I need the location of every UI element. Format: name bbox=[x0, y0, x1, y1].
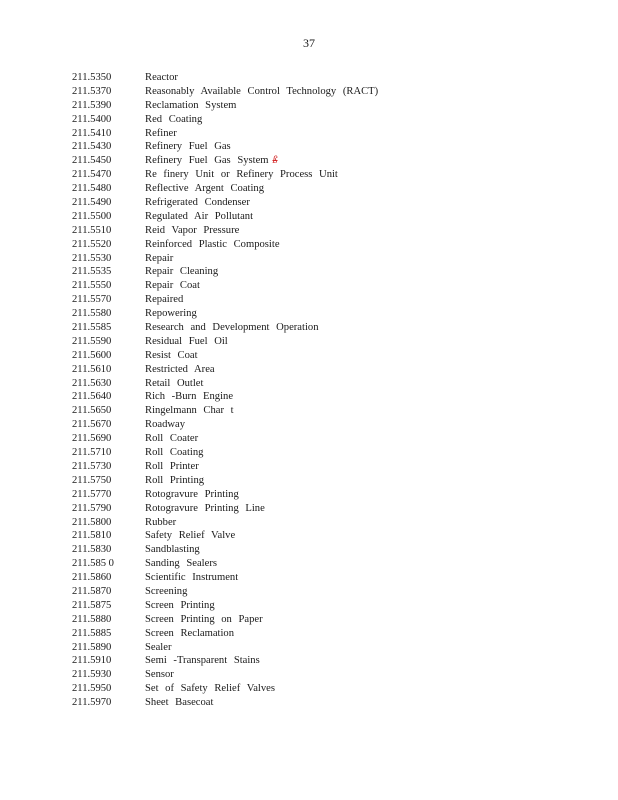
section-number: 211.5930 bbox=[72, 669, 112, 681]
list-item bbox=[72, 516, 572, 530]
list-item bbox=[72, 543, 572, 557]
list-item bbox=[72, 363, 572, 377]
defined-term-text: Restricted Area bbox=[145, 363, 215, 375]
defined-term-text: Repaired bbox=[145, 294, 184, 306]
defined-term-text: Reflective Argent Coating bbox=[145, 183, 265, 195]
list-item bbox=[72, 446, 572, 460]
section-number: 211.5390 bbox=[72, 99, 112, 111]
defined-term bbox=[145, 363, 215, 377]
section-number: 211.5370 bbox=[72, 85, 112, 97]
defined-term-text: Reactor bbox=[145, 72, 178, 83]
edit-mark: ß bbox=[272, 155, 278, 167]
defined-term bbox=[145, 474, 204, 488]
list-item bbox=[72, 349, 572, 363]
section-number: 211.5830 bbox=[72, 544, 112, 556]
section-number: 211.5630 bbox=[72, 377, 112, 389]
list-item bbox=[72, 335, 572, 349]
section-number: 211.5535 bbox=[72, 266, 112, 278]
section-number: 211.5770 bbox=[72, 488, 112, 500]
defined-term-text: Sealer bbox=[145, 641, 172, 653]
list-item bbox=[72, 140, 572, 154]
section-number: 211.5670 bbox=[72, 419, 112, 431]
section-number: 211.5800 bbox=[72, 516, 112, 528]
list-item bbox=[72, 585, 572, 599]
defined-term-text: Repowering bbox=[145, 308, 197, 320]
section-number: 211.5600 bbox=[72, 349, 112, 361]
defined-term-text: Refinery Fuel Gas System bbox=[145, 155, 269, 167]
section-number: 211.5710 bbox=[72, 447, 112, 459]
defined-term bbox=[145, 168, 338, 182]
section-number: 211.5470 bbox=[72, 169, 112, 181]
defined-term bbox=[145, 307, 197, 321]
section-number: 211.5880 bbox=[72, 613, 112, 625]
list-item bbox=[72, 641, 572, 655]
list-item bbox=[72, 154, 572, 168]
defined-term-text: Research and Development Operation bbox=[145, 322, 319, 334]
defined-term bbox=[145, 293, 183, 307]
list-item bbox=[72, 293, 572, 307]
list-item bbox=[72, 279, 572, 293]
defined-term-text: Reinforced Plastic Composite bbox=[145, 238, 280, 250]
defined-term-text: Repair bbox=[145, 252, 174, 264]
defined-term bbox=[145, 654, 260, 668]
section-number: 211.5550 bbox=[72, 280, 112, 292]
section-number: 211.5910 bbox=[72, 655, 112, 667]
defined-term bbox=[145, 502, 265, 516]
defined-term bbox=[145, 668, 174, 682]
defined-term-text: Semi -Transparent Stains bbox=[145, 655, 260, 667]
defined-term-text: Set of Safety Relief Valves bbox=[145, 683, 275, 695]
list-item bbox=[72, 390, 572, 404]
defined-term bbox=[145, 321, 319, 335]
defined-term bbox=[145, 404, 234, 418]
section-number: 211.5585 bbox=[72, 322, 112, 334]
section-number: 211.5400 bbox=[72, 113, 112, 125]
list-item bbox=[72, 224, 572, 238]
defined-term bbox=[145, 613, 263, 627]
section-number: 211.5610 bbox=[72, 363, 112, 375]
section-number: 211.5650 bbox=[72, 405, 112, 417]
list-item bbox=[72, 529, 572, 543]
defined-term bbox=[145, 460, 199, 474]
defined-term bbox=[145, 682, 275, 696]
defined-term bbox=[145, 279, 200, 293]
list-item bbox=[72, 252, 572, 266]
section-number: 211.5500 bbox=[72, 210, 112, 222]
defined-term-text: Safety Relief Valve bbox=[145, 530, 236, 542]
defined-term bbox=[145, 252, 173, 266]
defined-term-text: Re finery Unit or Refinery Process Unit bbox=[145, 169, 338, 181]
defined-term bbox=[145, 71, 178, 85]
defined-term-text: Screen Printing on Paper bbox=[145, 613, 263, 625]
defined-term bbox=[145, 529, 235, 543]
defined-term bbox=[145, 516, 176, 530]
defined-term-text: Sensor bbox=[145, 669, 174, 681]
list-item bbox=[72, 613, 572, 627]
defined-term-text: Repair Coat bbox=[145, 280, 200, 292]
defined-term bbox=[145, 641, 171, 655]
defined-term bbox=[145, 196, 250, 210]
defined-term-text: Roll Printing bbox=[145, 474, 205, 486]
list-item bbox=[72, 502, 572, 516]
defined-term-text: Roll Coater bbox=[145, 433, 199, 445]
defined-term-text: Reasonably Available Control Technology (RACT) bbox=[145, 85, 379, 97]
defined-term-text: Scientific Instrument bbox=[145, 572, 239, 584]
defined-term-text: Ringelmann Char t bbox=[145, 405, 234, 417]
section-number: 211.5590 bbox=[72, 335, 112, 347]
defined-term-text: Roll Coating bbox=[145, 447, 204, 459]
list-item bbox=[72, 682, 572, 696]
list-item bbox=[72, 265, 572, 279]
defined-term-text: Refiner bbox=[145, 127, 177, 139]
list-item bbox=[72, 460, 572, 474]
list-item bbox=[72, 113, 572, 127]
defined-term bbox=[145, 127, 177, 141]
list-item bbox=[72, 404, 572, 418]
section-number: 211.5530 bbox=[72, 252, 112, 264]
section-number: 211.5480 bbox=[72, 183, 112, 195]
list-item bbox=[72, 418, 572, 432]
defined-term-text: Sanding Sealers bbox=[145, 558, 217, 570]
list-item bbox=[72, 321, 572, 335]
defined-term bbox=[145, 599, 215, 613]
defined-term bbox=[145, 113, 202, 127]
list-item bbox=[72, 196, 572, 210]
defined-term bbox=[145, 390, 233, 404]
defined-term bbox=[145, 224, 239, 238]
list-item bbox=[72, 557, 572, 571]
list-item bbox=[72, 432, 572, 446]
defined-term bbox=[145, 627, 234, 641]
list-item bbox=[72, 654, 572, 668]
defined-term-text: Reid Vapor Pressure bbox=[145, 224, 240, 236]
defined-term-text: Red Coating bbox=[145, 113, 203, 125]
section-number: 211.5750 bbox=[72, 474, 112, 486]
section-number: 211.5860 bbox=[72, 572, 112, 584]
section-number: 211.5950 bbox=[72, 683, 112, 695]
defined-term-text: Screen Printing bbox=[145, 599, 215, 611]
section-number: 211.5510 bbox=[72, 224, 112, 236]
defined-term bbox=[145, 238, 280, 252]
defined-term bbox=[145, 99, 236, 113]
list-item bbox=[72, 127, 572, 141]
section-number: 211.5875 bbox=[72, 599, 112, 611]
section-number: 211.5790 bbox=[72, 502, 112, 514]
defined-term-text: Retail Outlet bbox=[145, 377, 204, 389]
section-number: 211.5640 bbox=[72, 391, 112, 403]
defined-term bbox=[145, 696, 213, 710]
section-number: 211.5890 bbox=[72, 641, 112, 653]
defined-term-text: Roadway bbox=[145, 419, 186, 431]
list-item bbox=[72, 668, 572, 682]
section-number: 211.5810 bbox=[72, 530, 112, 542]
defined-term-text: Repair Cleaning bbox=[145, 266, 219, 278]
section-number: 211.5490 bbox=[72, 197, 112, 209]
defined-term bbox=[145, 265, 218, 279]
defined-term-text: Refinery Fuel Gas bbox=[145, 141, 231, 153]
list-item bbox=[72, 474, 572, 488]
defined-term-text: Sheet Basecoat bbox=[145, 697, 214, 709]
defined-term-text: Screening bbox=[145, 585, 188, 597]
defined-term bbox=[145, 446, 203, 460]
section-number: 211.5430 bbox=[72, 141, 112, 153]
defined-term-text: Regulated Air Pollutant bbox=[145, 210, 254, 222]
section-number: 211.5410 bbox=[72, 127, 112, 139]
defined-term-text: Rotogravure Printing Line bbox=[145, 502, 265, 514]
list-item bbox=[72, 696, 572, 710]
defined-term-text: Screen Reclamation bbox=[145, 627, 235, 639]
defined-term-text: Rubber bbox=[145, 516, 177, 528]
defined-term bbox=[145, 543, 200, 557]
defined-term bbox=[145, 571, 238, 585]
defined-term-text: Sandblasting bbox=[145, 544, 200, 556]
defined-term-text: Roll Printer bbox=[145, 460, 199, 472]
defined-term bbox=[145, 418, 185, 432]
list-item bbox=[72, 71, 572, 85]
definitions-list bbox=[72, 71, 572, 710]
defined-term-text: Rich -Burn Engine bbox=[145, 391, 234, 403]
page-number: 37 bbox=[303, 36, 315, 50]
defined-term-text: Resist Coat bbox=[145, 349, 198, 361]
defined-term bbox=[145, 210, 253, 224]
defined-term bbox=[145, 377, 203, 391]
defined-term bbox=[145, 349, 198, 363]
list-item bbox=[72, 307, 572, 321]
defined-term bbox=[145, 140, 231, 154]
section-number: 211.5450 bbox=[72, 155, 112, 167]
defined-term-text: Reclamation System bbox=[145, 99, 237, 111]
section-number: 211.5730 bbox=[72, 460, 112, 472]
section-number: 211.5870 bbox=[72, 585, 112, 597]
defined-term-text: Residual Fuel Oil bbox=[145, 335, 228, 347]
list-item bbox=[72, 85, 572, 99]
section-number: 211.5580 bbox=[72, 308, 112, 320]
defined-term bbox=[145, 432, 198, 446]
defined-term bbox=[145, 85, 378, 99]
list-item bbox=[72, 377, 572, 391]
defined-term bbox=[145, 488, 239, 502]
defined-term bbox=[145, 585, 187, 599]
list-item bbox=[72, 238, 572, 252]
defined-term bbox=[145, 154, 278, 168]
list-item bbox=[72, 627, 572, 641]
list-item bbox=[72, 99, 572, 113]
list-item bbox=[72, 599, 572, 613]
list-item bbox=[72, 488, 572, 502]
section-number: 211.5350 bbox=[72, 72, 112, 83]
section-number: 211.5520 bbox=[72, 238, 112, 250]
section-number: 211.585 0 bbox=[72, 558, 114, 570]
list-item bbox=[72, 210, 572, 224]
section-number: 211.5970 bbox=[72, 697, 112, 709]
list-item bbox=[72, 182, 572, 196]
list-item bbox=[72, 571, 572, 585]
defined-term bbox=[145, 557, 217, 571]
defined-term bbox=[145, 335, 228, 349]
section-number: 211.5570 bbox=[72, 294, 112, 306]
defined-term-text: Rotogravure Printing bbox=[145, 488, 239, 500]
defined-term bbox=[145, 182, 264, 196]
section-number: 211.5885 bbox=[72, 627, 112, 639]
list-item bbox=[72, 168, 572, 182]
section-number: 211.5690 bbox=[72, 433, 112, 445]
defined-term-text: Refrigerated Condenser bbox=[145, 197, 250, 209]
